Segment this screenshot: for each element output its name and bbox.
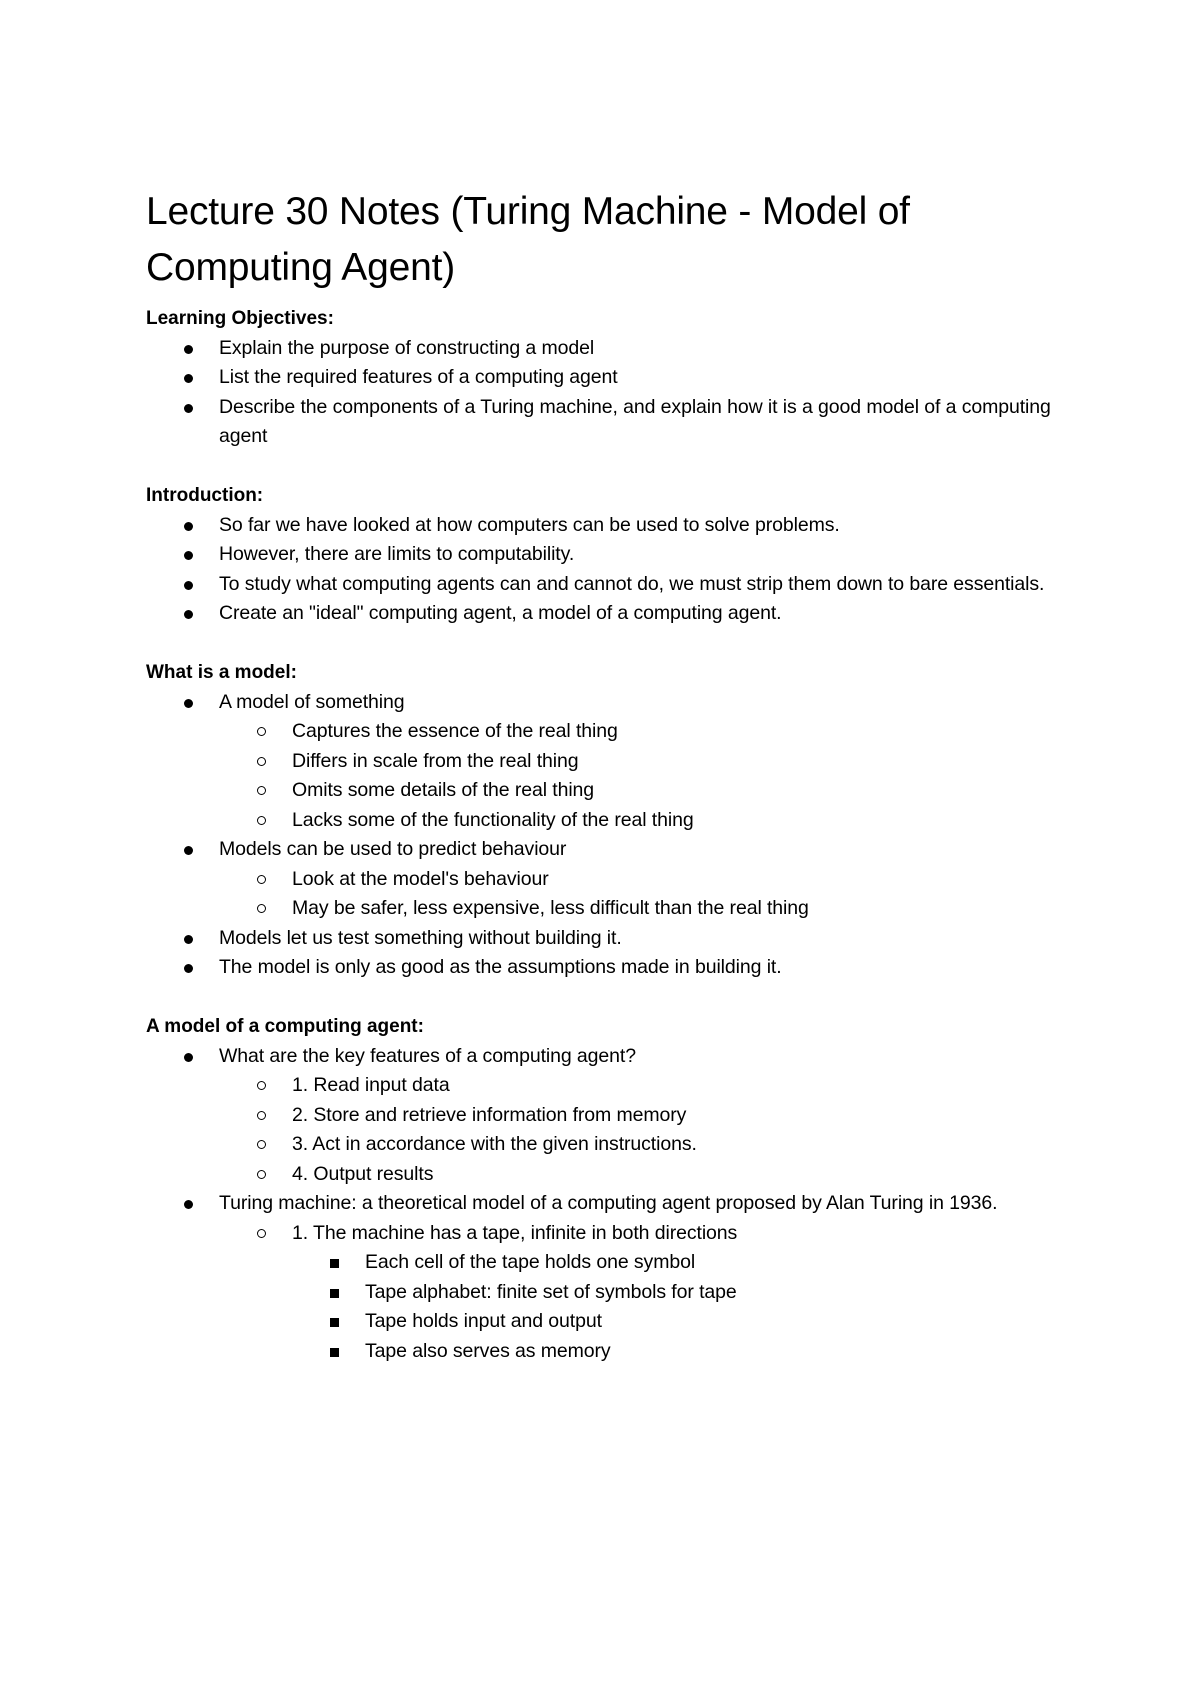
list-item-text: A model of something <box>219 690 405 713</box>
sub-list-item <box>146 806 1076 836</box>
list-item <box>146 334 1076 364</box>
list-item-text: To study what computing agents can and cannot do, we must strip them down to bare essentials. <box>219 572 1045 595</box>
list-item-text: Explain the purpose of constructing a model <box>219 336 595 359</box>
bullet-circle-icon <box>257 727 266 736</box>
bullet-circle-icon <box>257 757 266 766</box>
sub-sub-list-item <box>146 1307 1076 1337</box>
list-item-text: 4. Output results <box>292 1162 434 1185</box>
list-item-text: Tape also serves as memory <box>365 1339 611 1362</box>
list-item-text: Describe the components of a Turing machine, and explain how it is a good model of a computing agent <box>219 395 1051 447</box>
list-item <box>146 393 1076 452</box>
bullet-disc-icon <box>184 1053 193 1062</box>
sub-list-item <box>146 747 1076 777</box>
bullet-square-icon <box>330 1289 339 1298</box>
sub-list-item <box>146 1130 1076 1160</box>
bullet-list <box>146 334 1076 452</box>
list-item-text: 1. The machine has a tape, infinite in both directions <box>292 1221 738 1244</box>
list-item-text: Each cell of the tape holds one symbol <box>365 1251 696 1273</box>
section-model-of-computing-agent <box>146 1012 1076 1366</box>
bullet-circle-icon <box>257 1229 266 1238</box>
list-item-text: What are the key features of a computing agent? <box>219 1044 636 1067</box>
bullet-disc-icon <box>184 699 193 708</box>
bullet-list <box>146 688 1076 983</box>
bullet-disc-icon <box>184 610 193 619</box>
section-heading: What is a model: <box>146 662 297 683</box>
list-item-text: Models can be used to predict behaviour <box>219 838 567 860</box>
bullet-square-icon <box>330 1348 339 1357</box>
section-what-is-a-model <box>146 658 1076 983</box>
list-item <box>146 363 1076 393</box>
document-title: Lecture 30 Notes (Turing Machine - Model of Computing Agent) <box>146 190 910 289</box>
bullet-disc-icon <box>184 846 193 855</box>
list-item-text: Captures the essence of the real thing <box>292 720 618 742</box>
sub-list-item <box>146 894 1076 924</box>
list-item <box>146 835 1076 865</box>
bullet-disc-icon <box>184 1200 193 1209</box>
list-item-text: May be safer, less expensive, less difficult than the real thing <box>292 897 809 919</box>
list-item-text: 2. Store and retrieve information from memory <box>292 1103 687 1126</box>
list-item-text: Models let us test something without building it. <box>219 926 622 949</box>
bullet-disc-icon <box>184 404 193 413</box>
bullet-disc-icon <box>184 964 193 973</box>
bullet-circle-icon <box>257 1081 266 1090</box>
bullet-circle-icon <box>257 904 266 913</box>
section-heading: Learning Objectives: <box>146 308 334 329</box>
sub-sub-list-item <box>146 1278 1076 1308</box>
sub-list-item <box>146 776 1076 806</box>
section-learning-objectives <box>146 304 1076 452</box>
list-item-text: Tape holds input and output <box>365 1310 602 1332</box>
list-item <box>146 688 1076 718</box>
sub-list-item <box>146 1160 1076 1190</box>
list-item-text: Omits some details of the real thing <box>292 779 595 801</box>
bullet-circle-icon <box>257 1170 266 1179</box>
list-item-text: However, there are limits to computability. <box>219 543 575 565</box>
list-item <box>146 599 1076 629</box>
sub-list-item <box>146 865 1076 895</box>
sub-sub-list-item <box>146 1337 1076 1367</box>
sub-list-item <box>146 1219 1076 1249</box>
sub-sub-list-item <box>146 1248 1076 1278</box>
bullet-circle-icon <box>257 875 266 884</box>
list-item-text: Tape alphabet: finite set of symbols for tape <box>365 1280 737 1303</box>
list-item <box>146 540 1076 570</box>
bullet-disc-icon <box>184 935 193 944</box>
list-item-text: List the required features of a computing agent <box>219 366 618 388</box>
list-item <box>146 1189 1076 1219</box>
list-item <box>146 924 1076 954</box>
list-item-text: Create an "ideal" computing agent, a model of a computing agent. <box>219 602 782 624</box>
bullet-disc-icon <box>184 581 193 590</box>
list-item-text: Lacks some of the functionality of the real thing <box>292 808 694 831</box>
bullet-disc-icon <box>184 345 193 354</box>
list-item-text: 3. Act in accordance with the given instructions. <box>292 1133 697 1155</box>
bullet-square-icon <box>330 1259 339 1268</box>
list-item-text: Differs in scale from the real thing <box>292 749 579 772</box>
bullet-circle-icon <box>257 1111 266 1120</box>
bullet-disc-icon <box>184 374 193 383</box>
list-item-text: So far we have looked at how computers can be used to solve problems. <box>219 513 840 536</box>
sub-list-item <box>146 1071 1076 1101</box>
bullet-list <box>146 1042 1076 1367</box>
section-introduction <box>146 481 1076 629</box>
sub-list-item <box>146 1101 1076 1131</box>
section-heading: A model of a computing agent: <box>146 1016 424 1037</box>
section-heading: Introduction: <box>146 485 264 506</box>
bullet-circle-icon <box>257 1140 266 1149</box>
list-item <box>146 511 1076 541</box>
bullet-disc-icon <box>184 551 193 560</box>
bullet-disc-icon <box>184 522 193 531</box>
document-page <box>146 184 1076 1366</box>
bullet-circle-icon <box>257 786 266 795</box>
list-item <box>146 1042 1076 1072</box>
sub-list-item <box>146 717 1076 747</box>
list-item-text: The model is only as good as the assumptions made in building it. <box>219 956 782 978</box>
list-item <box>146 570 1076 600</box>
list-item-text: 1. Read input data <box>292 1074 450 1096</box>
list-item <box>146 953 1076 983</box>
list-item-text: Look at the model's behaviour <box>292 867 549 890</box>
bullet-square-icon <box>330 1318 339 1327</box>
list-item-text: Turing machine: a theoretical model of a computing agent proposed by Alan Turing in 1936. <box>219 1192 998 1214</box>
bullet-list <box>146 511 1076 629</box>
bullet-circle-icon <box>257 816 266 825</box>
